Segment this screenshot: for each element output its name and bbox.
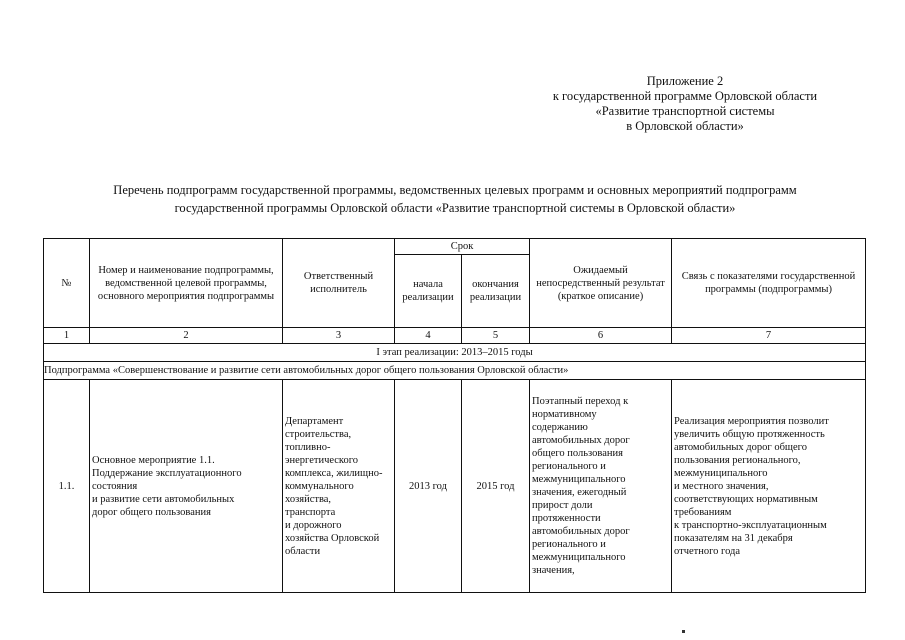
subprogram-label: Подпрограмма «Совершенствование и развитие сети автомобильных дорог общего пользования Орловской области» xyxy=(44,362,866,380)
document-title xyxy=(40,181,870,217)
header-result: Ожидаемый непосредственный результат (краткое описание) xyxy=(530,239,672,328)
header-end: окончания реализации xyxy=(462,255,530,328)
column-number: 4 xyxy=(395,328,462,344)
header-name: Номер и наименование подпрограммы, ведомственной целевой программы, основного мероприятия подпрограммы xyxy=(90,239,283,328)
column-number: 2 xyxy=(90,328,283,344)
row-end: 2015 год xyxy=(462,380,530,593)
column-number: 5 xyxy=(462,328,530,344)
header-link: Связь с показателями государственной программы (подпрограммы) xyxy=(672,239,866,328)
column-number: 1 xyxy=(44,328,90,344)
scan-dot xyxy=(682,630,685,633)
column-number: 6 xyxy=(530,328,672,344)
column-number: 3 xyxy=(283,328,395,344)
appendix-line-4: в Орловской области» xyxy=(626,119,744,133)
subprogram-row xyxy=(44,362,866,380)
header-term: Срок xyxy=(395,239,530,255)
row-executor: Департамент строительства, топливно- энергетического комплекса, жилищно- коммунального хозяйства, транспорта и дорожного хозяйства Орловской области xyxy=(283,380,395,593)
header-executor: Ответственный исполнитель xyxy=(283,239,395,328)
stage-row xyxy=(44,344,866,362)
title-line-1: Перечень подпрограмм государственной программы, ведомственных целевых программ и основных мероприятий подпрограмм xyxy=(113,183,797,197)
header-start: начала реализации xyxy=(395,255,462,328)
title-line-2: государственной программы Орловской области «Развитие транспортной системы в Орловской области» xyxy=(174,201,736,215)
appendix-line-2: к государственной программе Орловской области xyxy=(552,89,818,103)
column-numbers-row xyxy=(44,328,866,344)
table-row xyxy=(44,380,866,593)
program-table xyxy=(43,238,866,593)
row-result: Поэтапный переход к нормативному содержанию автомобильных дорог общего пользования регионального и межмуниципального значения, ежегодный прирост доли протяженности автомобильных дорог регионального и межмуниципального значения, xyxy=(530,380,672,593)
header-num: № xyxy=(44,239,90,328)
column-number: 7 xyxy=(672,328,866,344)
row-link: Реализация мероприятия позволит увеличить общую протяженность автомобильных дорог общего пользования регионального, межмуниципального и местного значения, соответствующих нормативным требованиям к транспортно-эксплуатационным показателям на 31 декабря отчетного года xyxy=(672,380,866,593)
appendix-line-1: Приложение 2 xyxy=(646,74,724,88)
stage-label: I этап реализации: 2013–2015 годы xyxy=(44,344,866,362)
appendix-line-3: «Развитие транспортной системы xyxy=(595,104,775,118)
row-start: 2013 год xyxy=(395,380,462,593)
appendix-block xyxy=(520,74,850,134)
row-name: Основное мероприятие 1.1. Поддержание эксплуатационного состояния и развитие сети автомобильных дорог общего пользования xyxy=(90,380,283,593)
header-row-1 xyxy=(44,239,866,255)
row-number: 1.1. xyxy=(44,380,90,593)
